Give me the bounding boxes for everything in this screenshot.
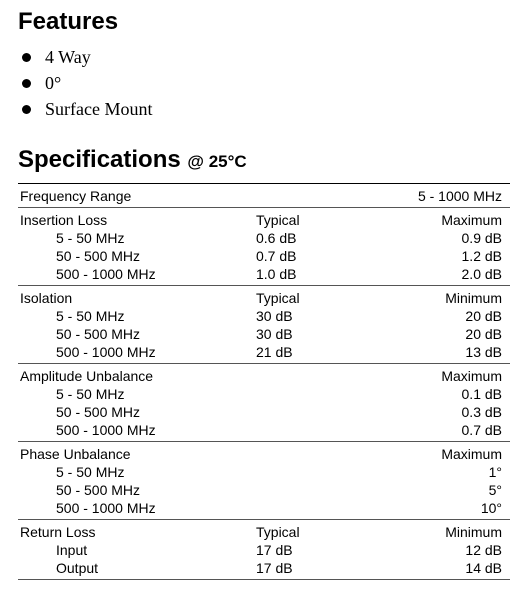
param-label: Frequency Range [20, 188, 132, 204]
return-loss-block [18, 520, 510, 580]
limit-value: 0.9 dB [461, 230, 502, 246]
table-row [18, 307, 510, 325]
limit-value: 12 dB [465, 542, 502, 558]
typical-value: 30 dB [256, 326, 293, 342]
typical-value: 1.0 dB [256, 266, 297, 282]
bullet-icon [22, 105, 31, 114]
param-value: 5 - 1000 MHz [417, 188, 502, 204]
band-label: 50 - 500 MHz [56, 482, 141, 498]
limit-header: Maximum [441, 446, 502, 462]
band-label: 5 - 50 MHz [56, 230, 125, 246]
limit-value: 1.2 dB [461, 248, 502, 264]
frequency-range-block [18, 184, 510, 208]
table-row [18, 559, 510, 577]
limit-value: 10° [480, 500, 502, 516]
feature-item [18, 70, 152, 96]
table-row [18, 445, 510, 463]
isolation-block [18, 286, 510, 364]
table-row [18, 385, 510, 403]
table-row [18, 499, 510, 517]
test-condition: @ 25°C [187, 152, 247, 171]
table-row [18, 289, 510, 307]
band-label: 5 - 50 MHz [56, 464, 125, 480]
amplitude-unbalance-block [18, 364, 510, 442]
table-row [18, 403, 510, 421]
limit-header: Maximum [441, 368, 502, 384]
table-row [18, 211, 510, 229]
limit-value: 2.0 dB [461, 266, 502, 282]
bullet-icon [22, 79, 31, 88]
band-label: 50 - 500 MHz [56, 326, 141, 342]
param-label: Isolation [20, 290, 73, 306]
phase-unbalance-block [18, 442, 510, 520]
feature-item [18, 96, 152, 122]
typical-value: 17 dB [256, 542, 293, 558]
typical-header: Typical [256, 524, 300, 540]
limit-value: 0.1 dB [461, 386, 502, 402]
typical-value: 30 dB [256, 308, 293, 324]
typical-value: 17 dB [256, 560, 293, 576]
port-label: Output [56, 560, 99, 576]
limit-header: Minimum [445, 524, 502, 540]
limit-header: Minimum [445, 290, 502, 306]
band-label: 500 - 1000 MHz [56, 500, 156, 516]
band-label: 50 - 500 MHz [56, 404, 141, 420]
feature-item [18, 44, 152, 70]
feature-label: Surface Mount [45, 99, 153, 119]
param-label: Amplitude Unbalance [20, 368, 154, 384]
table-row [18, 247, 510, 265]
typical-value: 0.6 dB [256, 230, 297, 246]
typical-header: Typical [256, 290, 300, 306]
limit-value: 0.7 dB [461, 422, 502, 438]
band-label: 50 - 500 MHz [56, 248, 141, 264]
table-row [18, 367, 510, 385]
table-row [18, 541, 510, 559]
param-label: Return Loss [20, 524, 96, 540]
specifications-heading: Specifications [18, 146, 181, 173]
limit-value: 20 dB [465, 326, 502, 342]
feature-label: 0° [45, 73, 62, 93]
table-row [18, 265, 510, 283]
table-row [18, 463, 510, 481]
typical-value: 21 dB [256, 344, 293, 360]
param-label: Phase Unbalance [20, 446, 131, 462]
table-row [18, 523, 510, 541]
table-row [18, 343, 510, 361]
insertion-loss-block [18, 208, 510, 286]
table-row [18, 421, 510, 439]
table-row [18, 229, 510, 247]
feature-label: 4 Way [45, 47, 91, 67]
limit-value: 20 dB [465, 308, 502, 324]
band-label: 5 - 50 MHz [56, 308, 125, 324]
bullet-icon [22, 53, 31, 62]
specifications-title [18, 146, 247, 176]
band-label: 5 - 50 MHz [56, 386, 125, 402]
typical-value: 0.7 dB [256, 248, 297, 264]
table-row [18, 187, 510, 205]
limit-value: 1° [488, 464, 502, 480]
table-row [18, 325, 510, 343]
band-label: 500 - 1000 MHz [56, 422, 156, 438]
features-title: Features [18, 8, 119, 35]
limit-value: 13 dB [465, 344, 502, 360]
table-row [18, 481, 510, 499]
band-label: 500 - 1000 MHz [56, 344, 156, 360]
limit-value: 14 dB [465, 560, 502, 576]
band-label: 500 - 1000 MHz [56, 266, 156, 282]
limit-header: Maximum [441, 212, 502, 228]
typical-header: Typical [256, 212, 300, 228]
specifications-table [18, 183, 510, 580]
features-list [18, 44, 152, 122]
limit-value: 5° [488, 482, 502, 498]
param-label: Insertion Loss [20, 212, 108, 228]
port-label: Input [56, 542, 88, 558]
limit-value: 0.3 dB [461, 404, 502, 420]
